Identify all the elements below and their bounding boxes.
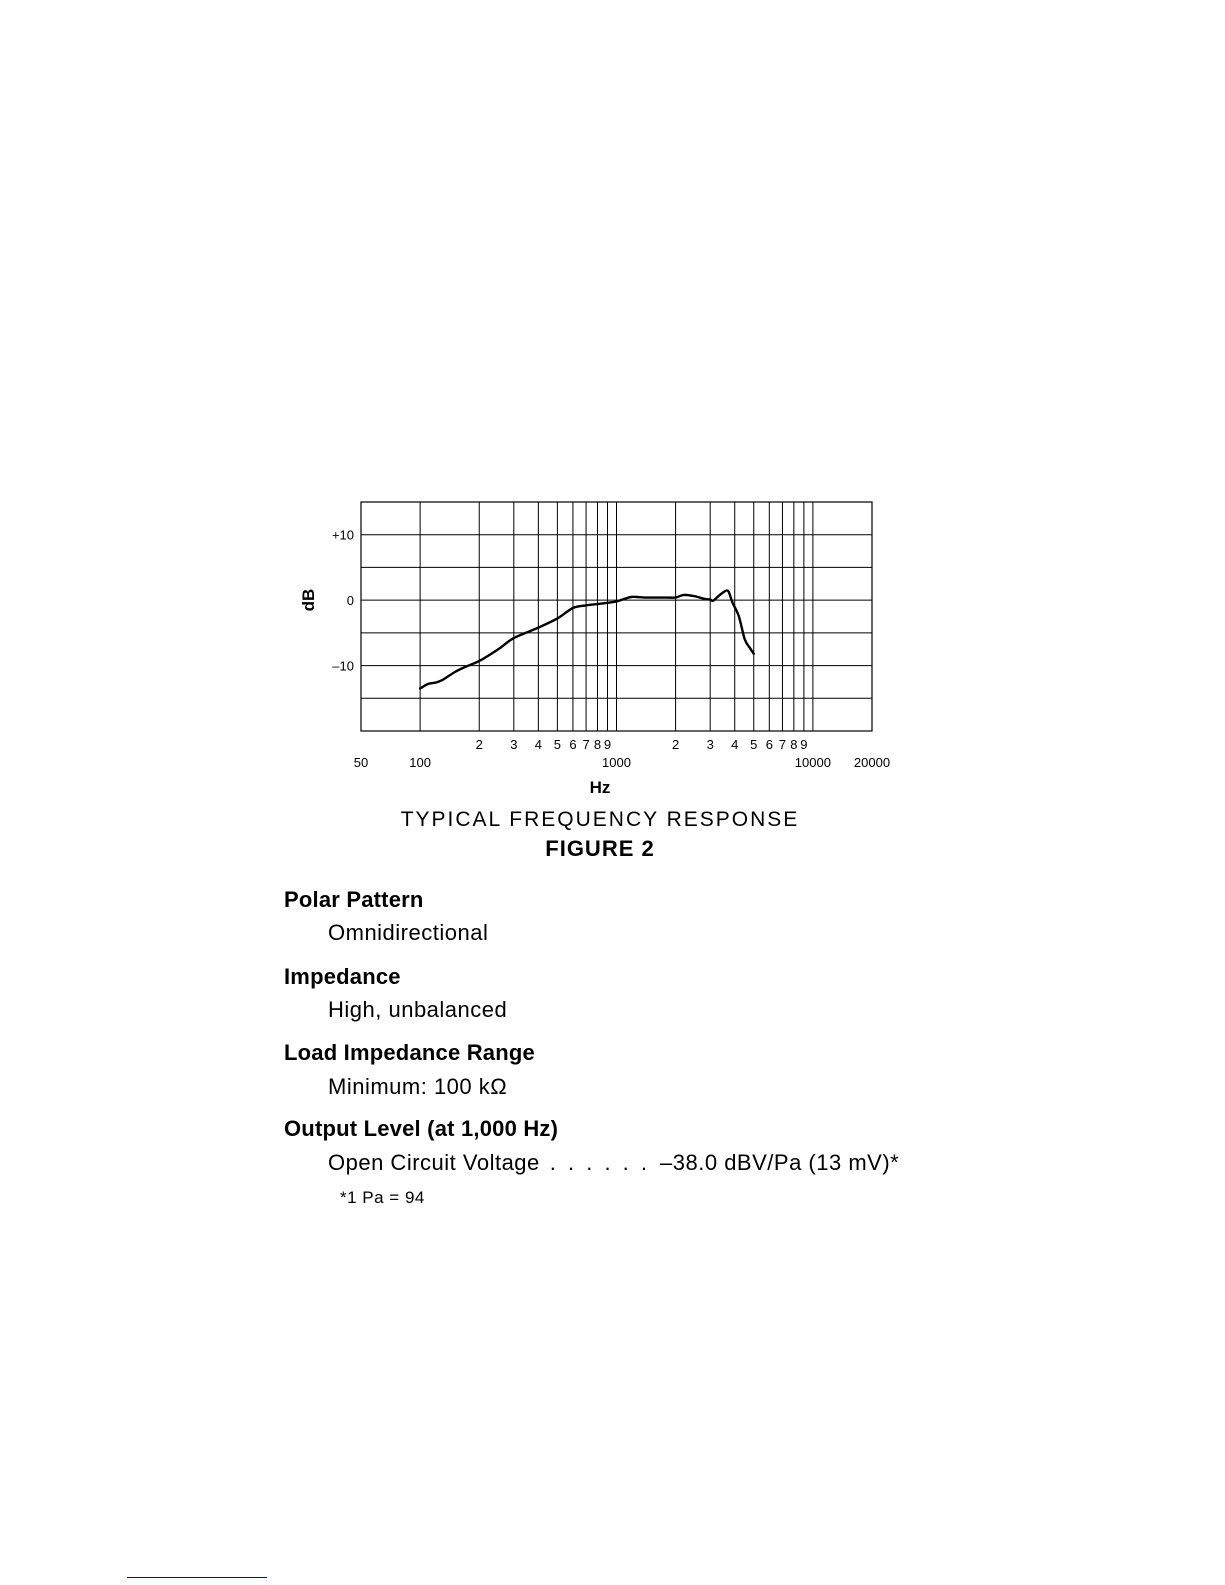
- x-major-tick-label: 1000: [602, 755, 631, 770]
- footnote: *1 Pa = 94: [340, 1188, 425, 1207]
- spec-heading-polar-pattern: Polar Pattern: [284, 887, 424, 912]
- chart-series: [420, 590, 754, 688]
- x-minor-tick-label: 2: [671, 737, 680, 752]
- x-axis-label: Hz: [589, 778, 611, 797]
- x-minor-tick-label: 7: [778, 737, 787, 752]
- chart-grid: [361, 502, 872, 731]
- x-major-tick-label: 20000: [853, 755, 891, 770]
- x-major-tick-label: 100: [409, 755, 431, 770]
- x-minor-tick-label: 4: [534, 737, 542, 752]
- spec-value-load-impedance-range: Minimum: 100 kΩ: [328, 1074, 508, 1099]
- chart-tick-labels: [332, 528, 890, 770]
- x-minor-tick-label: 2: [475, 737, 483, 752]
- chart-subtitle: TYPICAL FREQUENCY RESPONSE: [400, 808, 800, 831]
- x-major-tick-label: 50: [353, 755, 369, 770]
- x-minor-tick-label: 4: [731, 737, 739, 752]
- footer-rule: [127, 1577, 267, 1578]
- series-line-0: [420, 590, 754, 688]
- spec-heading-impedance: Impedance: [284, 964, 401, 989]
- x-minor-tick-label: 5: [750, 737, 758, 752]
- x-minor-tick-label: 5: [553, 737, 562, 752]
- x-minor-tick-label: 6: [569, 737, 577, 752]
- x-minor-tick-label: 3: [706, 737, 714, 752]
- x-major-tick-label: 10000: [794, 755, 831, 770]
- y-axis-label: dB: [299, 588, 318, 612]
- figure-label: FIGURE 2: [545, 836, 655, 861]
- x-minor-tick-label: 9: [800, 737, 808, 752]
- spec-heading-load-impedance-range: Load Impedance Range: [284, 1040, 535, 1065]
- x-minor-tick-label: 8: [790, 737, 798, 752]
- y-tick-label: +10: [331, 527, 354, 543]
- spec-label-open-circuit-voltage: Open Circuit Voltage: [328, 1150, 540, 1175]
- x-minor-tick-label: 8: [593, 737, 602, 752]
- x-minor-tick-label: 7: [582, 737, 590, 752]
- x-minor-tick-label: 9: [603, 737, 612, 752]
- y-tick-label: 0: [346, 593, 354, 609]
- spec-leader-dots: . . . . . .: [549, 1150, 651, 1175]
- spec-value-output-level: [328, 1150, 899, 1176]
- x-minor-tick-label: 6: [765, 737, 773, 752]
- x-minor-tick-label: 3: [510, 737, 518, 752]
- spec-value-open-circuit-voltage: –38.0 dBV/Pa (13 mV)*: [660, 1150, 900, 1175]
- y-tick-label: –10: [332, 658, 354, 674]
- spec-value-impedance: High, unbalanced: [328, 997, 508, 1022]
- spec-value-polar-pattern: Omnidirectional: [328, 920, 489, 945]
- spec-heading-output-level: Output Level (at 1,000 Hz): [284, 1116, 559, 1141]
